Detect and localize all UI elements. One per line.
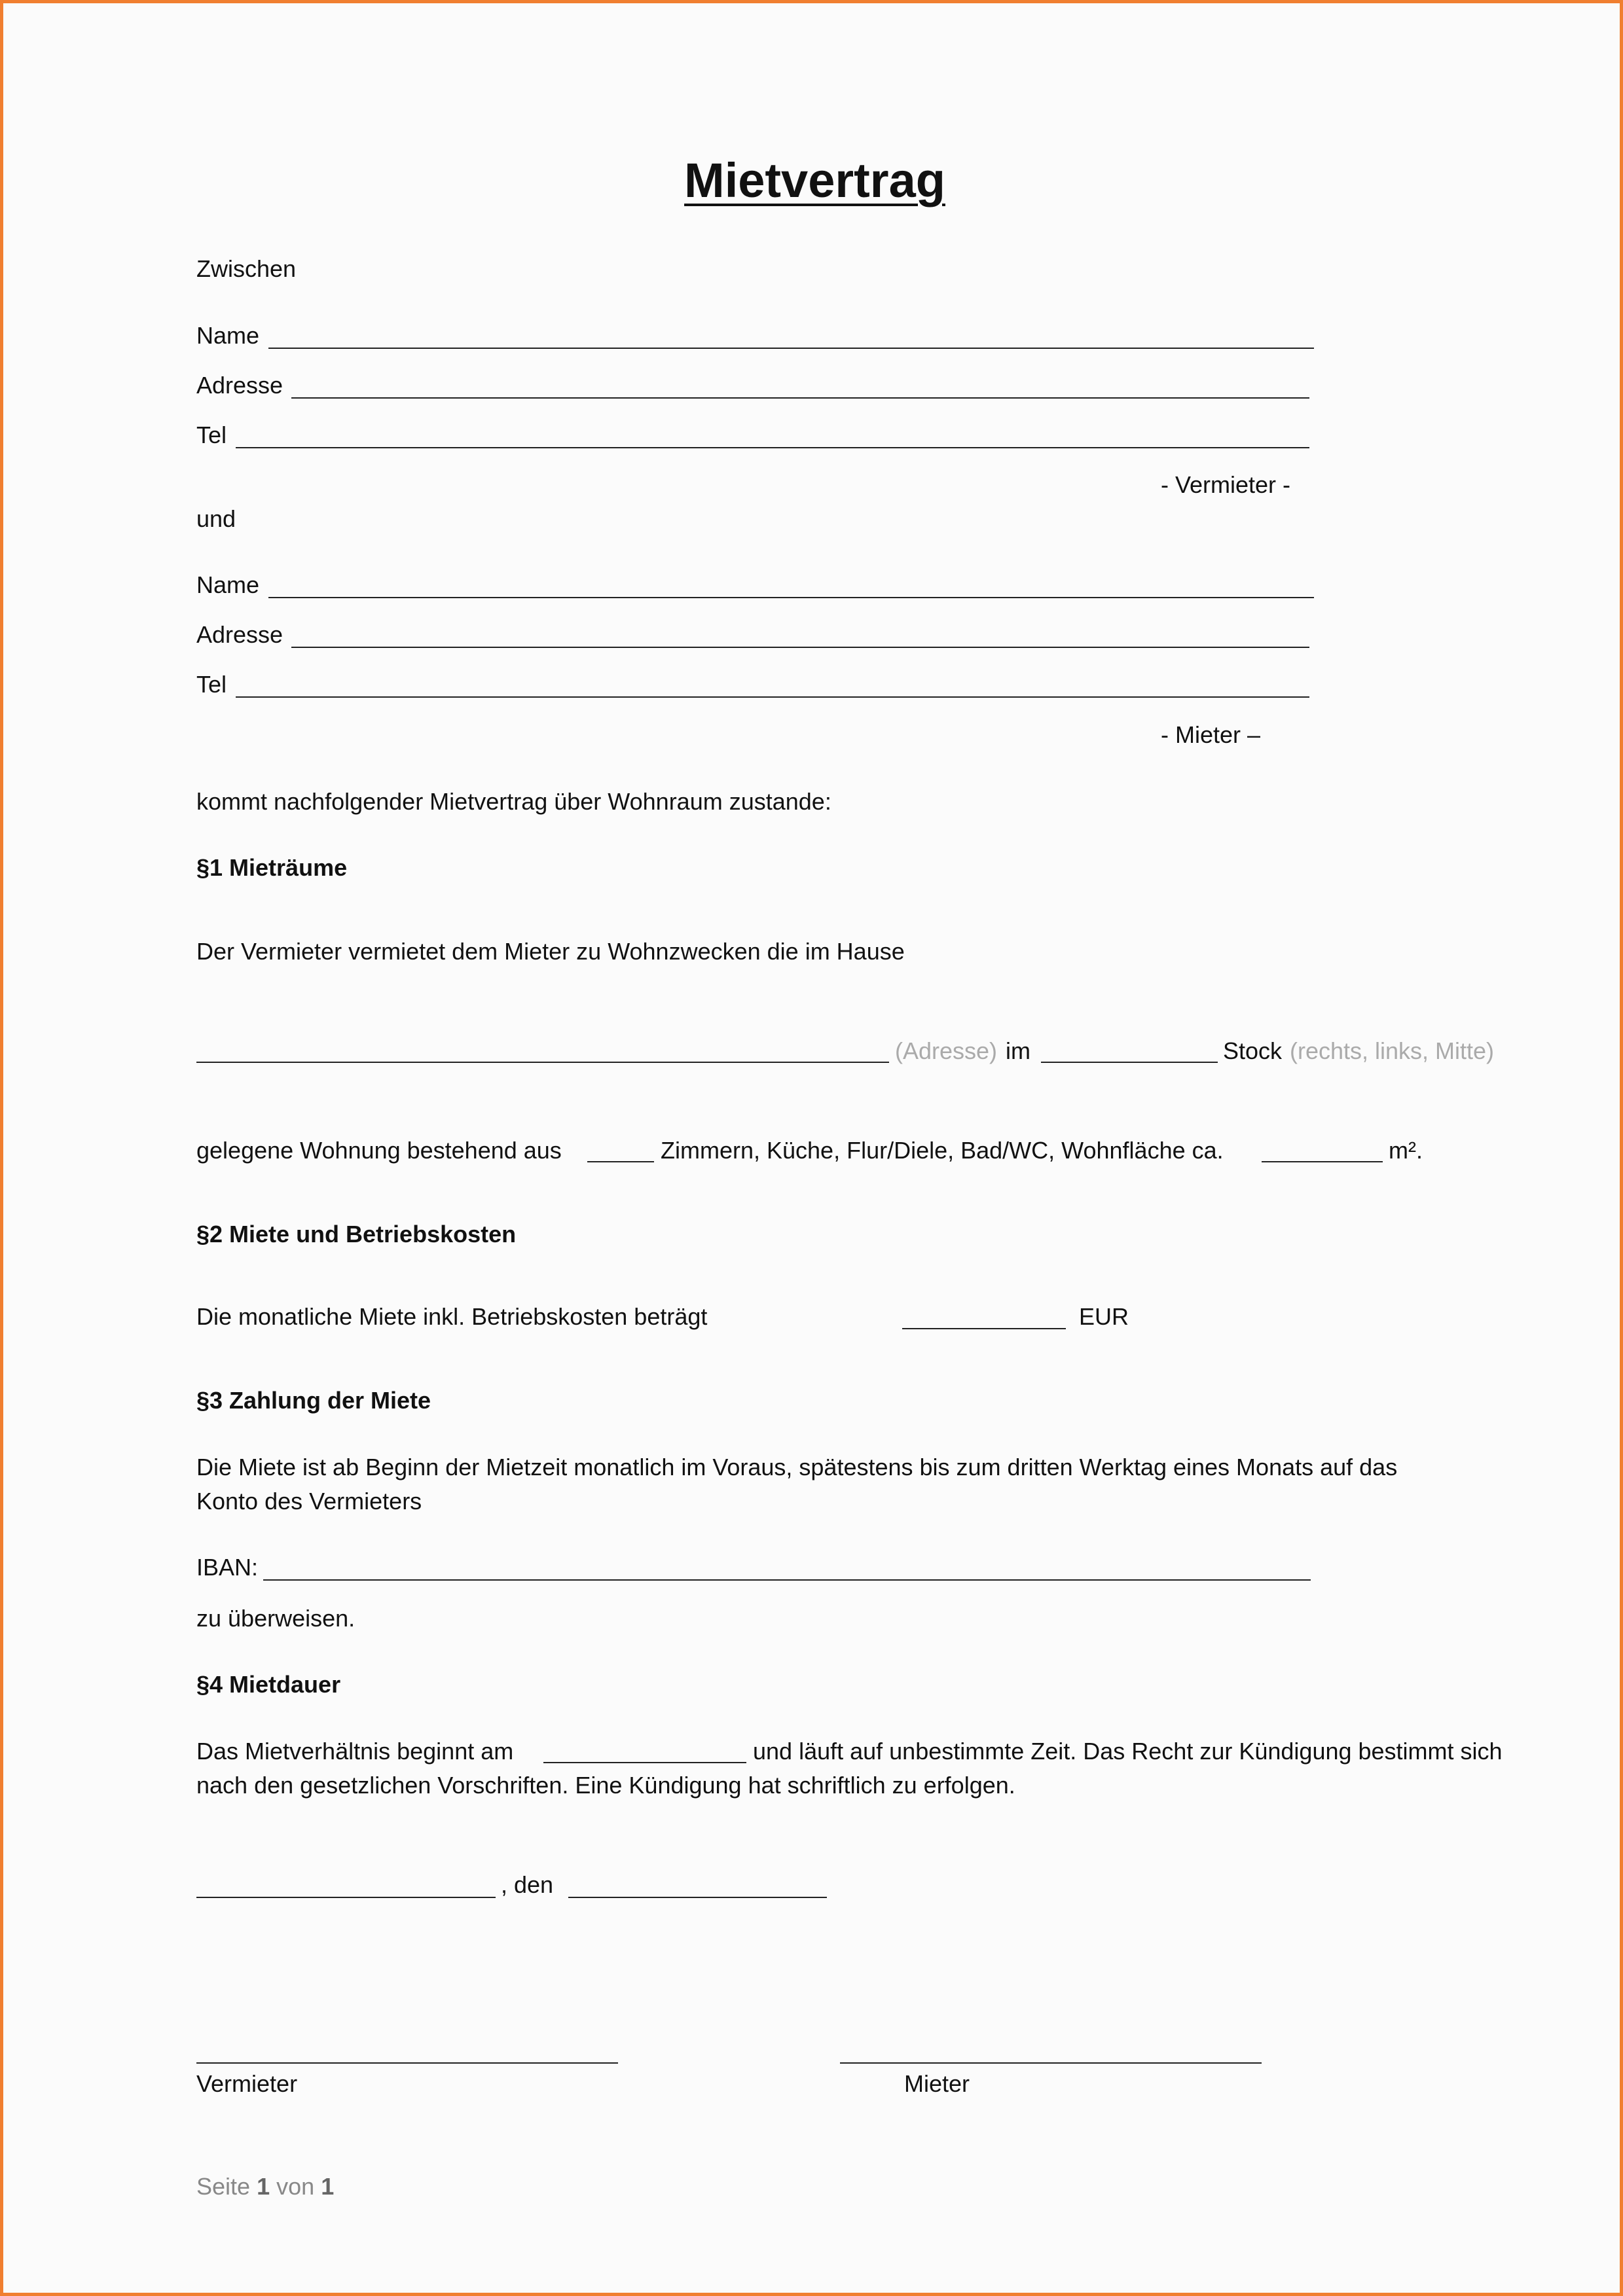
section-4-heading: §4 Mietdauer bbox=[196, 1671, 341, 1698]
transfer-text: zu überweisen. bbox=[196, 1605, 356, 1632]
total-pages: 1 bbox=[321, 2173, 335, 2200]
area-unit: m². bbox=[1389, 1137, 1423, 1164]
landlord-role-label: - Vermieter - bbox=[1161, 471, 1291, 498]
intro-text: Zwischen bbox=[196, 255, 297, 282]
iban-label: IBAN: bbox=[196, 1554, 259, 1581]
tenant-address-field[interactable] bbox=[291, 647, 1309, 648]
floor-im-text: im bbox=[1006, 1037, 1030, 1064]
rent-text: Die monatliche Miete inkl. Betriebskosten beträgt bbox=[196, 1303, 708, 1330]
section-2-heading: §2 Miete und Betriebskosten bbox=[196, 1221, 517, 1247]
landlord-name-label: Name bbox=[196, 322, 260, 349]
tenant-address-label: Adresse bbox=[196, 621, 283, 648]
tenant-phone-label: Tel bbox=[196, 671, 227, 698]
stock-text: Stock bbox=[1223, 1037, 1283, 1064]
area-field[interactable] bbox=[1262, 1161, 1383, 1162]
landlord-address-field[interactable] bbox=[291, 397, 1309, 399]
landlord-address-label: Adresse bbox=[196, 372, 283, 399]
landlord-signature-label: Vermieter bbox=[196, 2070, 298, 2097]
side-hint: (rechts, links, Mitte) bbox=[1290, 1037, 1495, 1064]
tenant-name-field[interactable] bbox=[268, 597, 1314, 598]
floor-field[interactable] bbox=[1041, 1062, 1218, 1063]
address-hint: (Adresse) bbox=[895, 1037, 998, 1064]
date-field[interactable] bbox=[568, 1897, 827, 1898]
payment-text-line-1: Die Miete ist ab Beginn der Mietzeit monatlich im Voraus, spätestens bis zum dritten Werktag eines Monats auf das bbox=[196, 1454, 1398, 1480]
of-word: von bbox=[276, 2173, 315, 2200]
term-text-cont: und läuft auf unbestimmte Zeit. Das Recht zur Kündigung bestimmt sich bbox=[753, 1738, 1503, 1765]
place-field[interactable] bbox=[196, 1897, 496, 1898]
start-date-field[interactable] bbox=[543, 1762, 746, 1763]
document-title: Mietvertrag bbox=[684, 153, 945, 207]
payment-text-line-2: Konto des Vermieters bbox=[196, 1488, 422, 1515]
landlord-phone-field[interactable] bbox=[236, 447, 1309, 448]
tenant-name-label: Name bbox=[196, 571, 260, 598]
landlord-signature-line[interactable] bbox=[196, 2062, 618, 2064]
section-3-heading: §3 Zahlung der Miete bbox=[196, 1387, 431, 1414]
section-1-text: Der Vermieter vermietet dem Mieter zu Wohnzwecken die im Hause bbox=[196, 938, 905, 965]
rent-amount-field[interactable] bbox=[902, 1328, 1066, 1329]
page-word: Seite bbox=[196, 2173, 251, 2200]
landlord-name-field[interactable] bbox=[268, 348, 1314, 349]
current-page: 1 bbox=[257, 2173, 270, 2200]
tenant-phone-field[interactable] bbox=[236, 696, 1309, 698]
conjunction-text: und bbox=[196, 505, 236, 532]
iban-field[interactable] bbox=[263, 1579, 1311, 1581]
tenant-signature-line[interactable] bbox=[840, 2062, 1262, 2064]
page-footer bbox=[196, 2173, 334, 2200]
tenant-signature-label: Mieter bbox=[904, 2070, 970, 2097]
tenant-role-label: - Mieter – bbox=[1161, 721, 1261, 748]
date-separator: , den bbox=[501, 1871, 554, 1898]
rooms-field[interactable] bbox=[587, 1161, 654, 1162]
term-text-start: Das Mietverhältnis beginnt am bbox=[196, 1738, 514, 1765]
term-text-line-2: nach den gesetzlichen Vorschriften. Eine Kündigung hat schriftlich zu erfolgen. bbox=[196, 1772, 1015, 1799]
currency-label: EUR bbox=[1079, 1303, 1129, 1330]
rooms-description: Zimmern, Küche, Flur/Diele, Bad/WC, Wohnfläche ca. bbox=[661, 1137, 1224, 1164]
apartment-text: gelegene Wohnung bestehend aus bbox=[196, 1137, 562, 1164]
house-address-field[interactable] bbox=[196, 1062, 889, 1063]
agreement-text: kommt nachfolgender Mietvertrag über Wohnraum zustande: bbox=[196, 788, 831, 815]
landlord-phone-label: Tel bbox=[196, 422, 227, 448]
section-1-heading: §1 Mieträume bbox=[196, 854, 348, 881]
